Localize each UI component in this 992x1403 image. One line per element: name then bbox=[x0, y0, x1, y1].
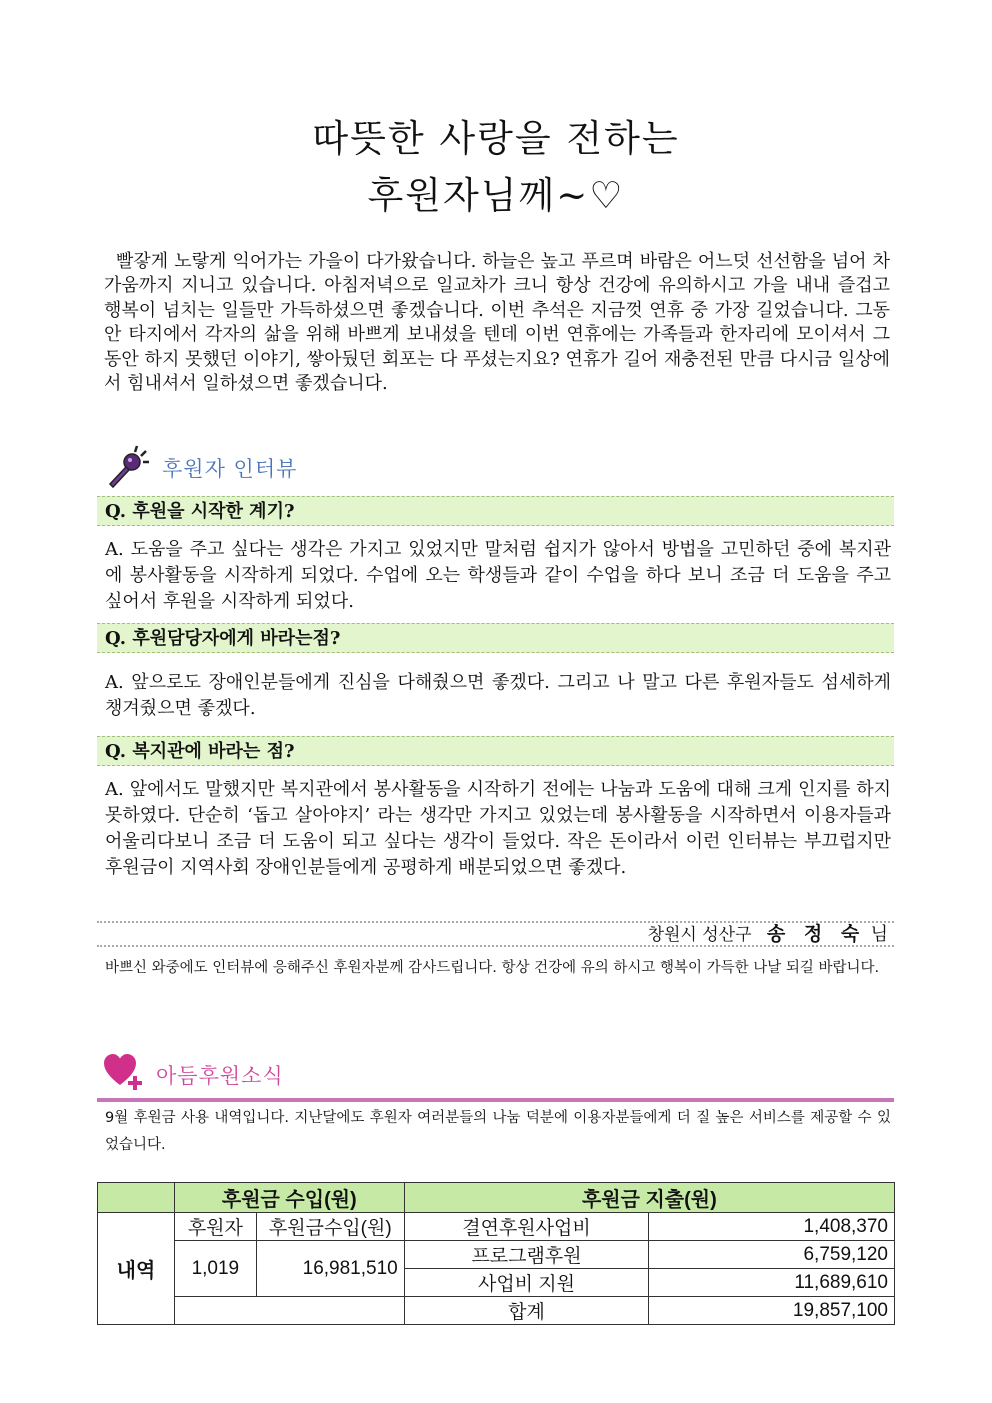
page-title-line1: 따뜻한 사랑을 전하는 bbox=[312, 117, 680, 160]
income-total: 16,981,510 bbox=[256, 1241, 404, 1297]
expense-header: 후원금 지출(원) bbox=[404, 1183, 894, 1213]
news-section-header bbox=[104, 1054, 284, 1096]
income-col-amount: 후원금수입(원) bbox=[256, 1213, 404, 1241]
finance-table bbox=[97, 1182, 895, 1325]
answer-3: A. 앞에서도 말했지만 복지관에서 봉사활동을 시작하기 전에는 나눔과 도움에 대해 크게 인지를 하지 못하였다. 단순히 ‘돕고 살아야지’ 라는 생각만 가지고 있었는데 봉사활동을 시작하면서 이용자들과 어울리다보니 조금 더 도움이 되고 싶다는 생각이 들었다. 작은 돈이라서 이런 인터뷰는 부끄럽지만 후원금이 지역사회 장애인분들에게 공평하게 배분되었으면 좋겠다. bbox=[105, 779, 891, 878]
income-col-donors: 후원자 bbox=[174, 1213, 256, 1241]
question-2: Q. 후원담당자에게 바라는점? bbox=[97, 623, 894, 653]
row-label: 내역 bbox=[98, 1213, 175, 1325]
answer-1: A. 도움을 주고 싶다는 생각은 가지고 있었지만 말처럼 쉽지가 않아서 방법을 고민하던 중에 복지관에 봉사활동을 시작하게 되었다. 수업에 오는 학생들과 같이 수업을 하다 보니 조금 더 도움을 주고 싶어서 후원을 시작하게 되었다. bbox=[105, 539, 891, 612]
expense-item: 프로그램후원 bbox=[404, 1241, 649, 1269]
donor-count: 1,019 bbox=[174, 1241, 256, 1297]
section-divider bbox=[97, 1098, 894, 1102]
interview-section-header bbox=[104, 442, 297, 494]
intro-paragraph: 빨갛게 노랗게 익어가는 가을이 다가왔습니다. 하늘은 높고 푸르며 바람은 어느덧 선선함을 넘어 차가움까지 지니고 있습니다. 아침저녁으로 일교차가 크니 항상 건강에 유의하시고 가을 내내 즐겁고 행복이 넘치는 일들만 가득하셨으면 좋겠습니다. 이번 추석은 지금껏 연휴 중 가장 길었습니다. 그동안 타지에서 각자의 삶을 위해 바쁘게 보내셨을 텐데 이번 연휴에는 가족들과 한자리에 모이셔서 그동안 하지 못했던 이야기, 쌓아뒀던 회포는 다 푸셨는지요? 연휴가 길어 재충전된 만큼 다시금 일상에서 힘내셔서 일하셨으면 좋겠습니다. bbox=[104, 251, 890, 395]
dotted-divider bbox=[97, 945, 894, 947]
question-3: Q. 복지관에 바라는 점? bbox=[97, 736, 894, 766]
table-header-row bbox=[98, 1183, 895, 1213]
microphone-icon bbox=[104, 442, 152, 494]
expense-item: 결연후원사업비 bbox=[404, 1213, 649, 1241]
table-total-row bbox=[98, 1297, 895, 1325]
empty-cell bbox=[174, 1297, 404, 1325]
question-1: Q. 후원을 시작한 계기? bbox=[97, 496, 894, 526]
table-row bbox=[98, 1241, 895, 1269]
signature bbox=[648, 922, 888, 947]
news-paragraph: 9월 후원금 사용 내역입니다. 지난달에도 후원자 여러분들의 나눔 덕분에 이용자분들에게 더 질 높은 서비스를 제공할 수 있었습니다. bbox=[105, 1110, 891, 1153]
expense-amount: 6,759,120 bbox=[649, 1241, 895, 1269]
total-amount: 19,857,100 bbox=[649, 1297, 895, 1325]
total-label: 합계 bbox=[404, 1297, 649, 1325]
table-row bbox=[98, 1213, 895, 1241]
page-title-line2: 후원자님께~♡ bbox=[367, 174, 625, 217]
expense-amount: 1,408,370 bbox=[649, 1213, 895, 1241]
signature-honorific: 님 bbox=[870, 924, 888, 945]
answer-2: A. 앞으로도 장애인분들에게 진심을 다해줬으면 좋겠다. 그리고 나 말고 다른 후원자들도 섬세하게 챙겨줬으면 좋겠다. bbox=[105, 672, 891, 719]
thanks-paragraph: 바쁘신 와중에도 인터뷰에 응해주신 후원자분께 감사드립니다. 항상 건강에 유의 하시고 행복이 가득한 나날 되길 바랍니다. bbox=[105, 960, 880, 976]
expense-item: 사업비 지원 bbox=[404, 1269, 649, 1297]
news-heading: 아듬후원소식 bbox=[156, 1064, 284, 1088]
interview-heading: 후원자 인터뷰 bbox=[162, 457, 298, 481]
signature-name: 송 정 숙 bbox=[766, 923, 866, 945]
signature-place: 창원시 성산구 bbox=[647, 925, 752, 945]
heart-plus-icon bbox=[104, 1054, 146, 1096]
diagonal-corner-cell bbox=[98, 1183, 175, 1213]
expense-amount: 11,689,610 bbox=[649, 1269, 895, 1297]
income-header: 후원금 수입(원) bbox=[174, 1183, 404, 1213]
